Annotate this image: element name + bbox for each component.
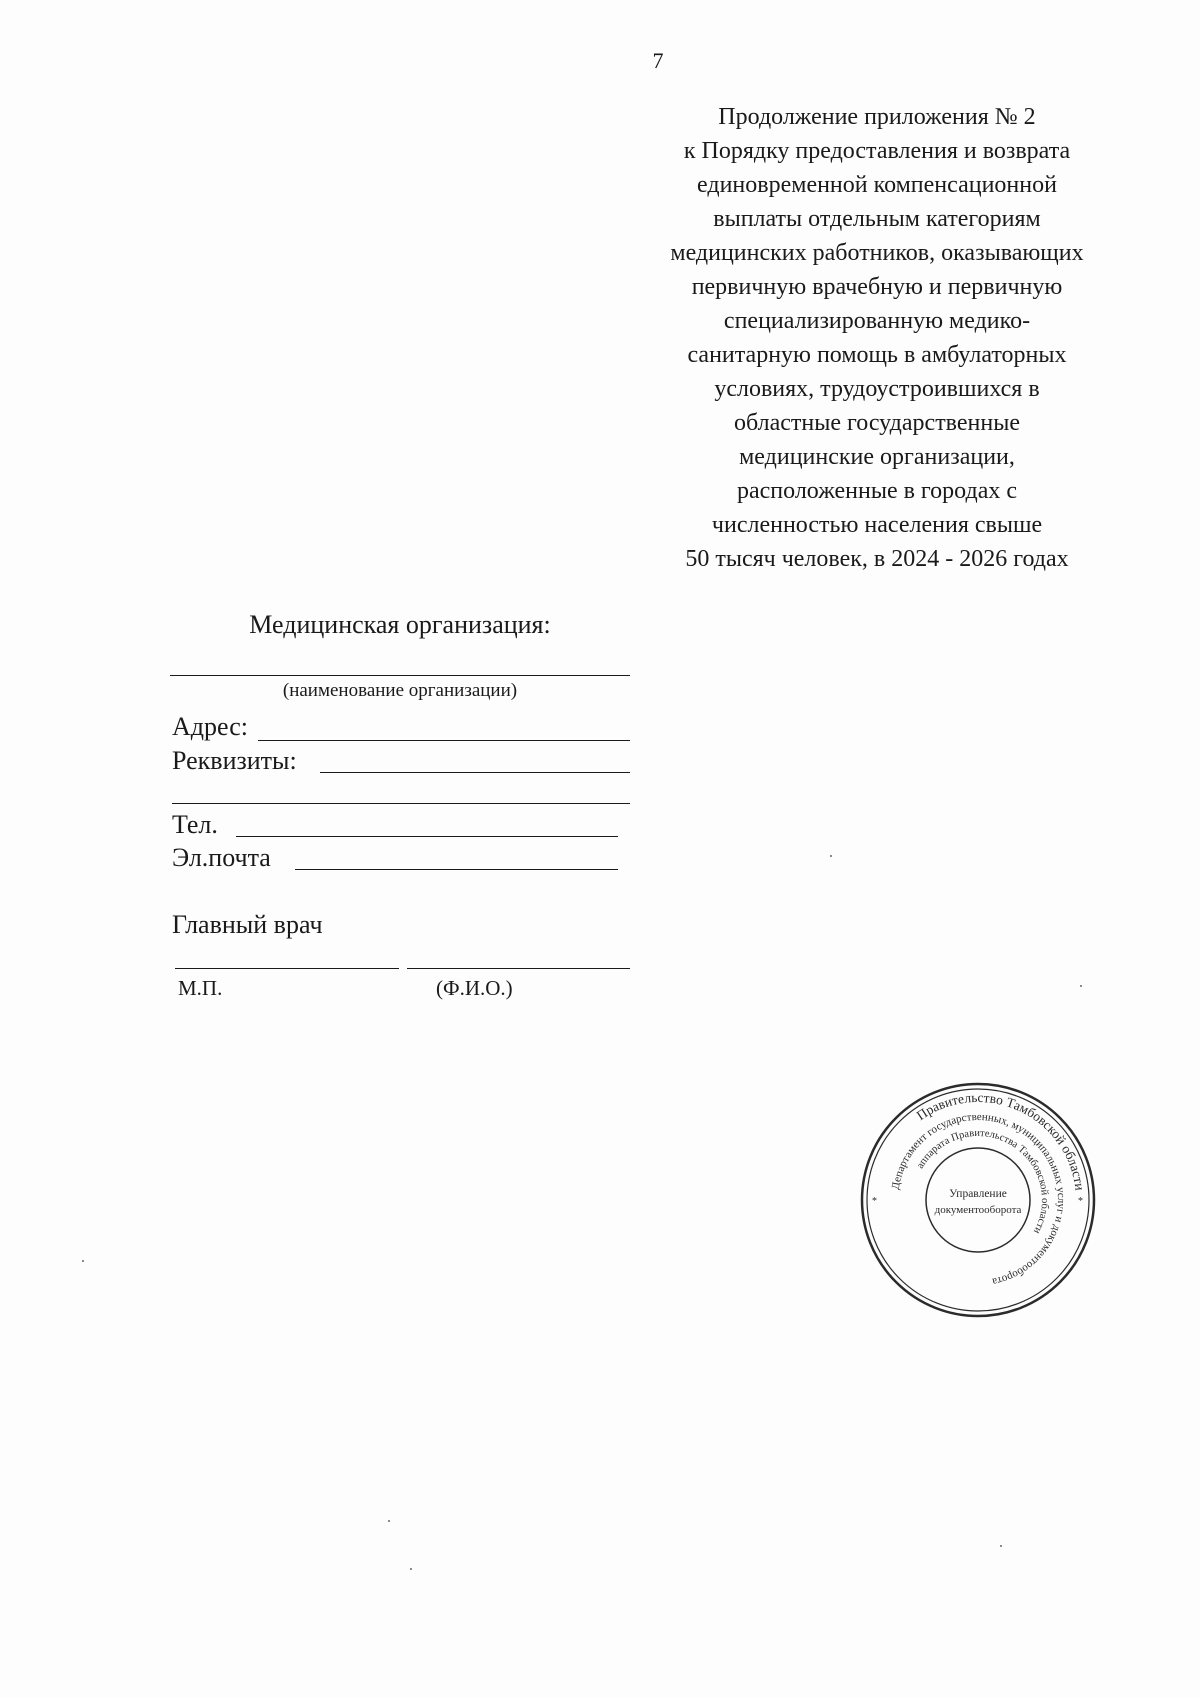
header-line: выплаты отдельным категориям [713, 206, 1041, 232]
email-label: Эл.почта [172, 843, 271, 872]
email-line [295, 869, 618, 870]
fio-caption: (Ф.И.О.) [436, 976, 513, 1000]
speck [82, 1260, 84, 1262]
stamp-place-caption: М.П. [178, 976, 223, 1000]
stamp-star-left: * [872, 1196, 877, 1207]
stamp-inner-text: аппарата Правительства Тамбовской области [914, 1127, 1051, 1236]
stamp-middle-text: Департамент государственных, муниципальных услуг и документооборота [889, 1110, 1068, 1288]
organization-form [0, 0, 700, 1100]
stamp-center-line1: Управление [949, 1188, 1007, 1200]
signature-line [175, 968, 399, 969]
form-title: Медицинская организация: [249, 610, 551, 639]
fio-line [407, 968, 630, 969]
header-line: расположенные в городах с [737, 478, 1017, 504]
header-line: 50 тысяч человек, в 2024 - 2026 годах [685, 546, 1069, 572]
chief-doctor-label: Главный врач [172, 910, 323, 939]
header-line: санитарную помощь в амбулаторных [687, 342, 1067, 368]
header-line: медицинских работников, оказывающих [670, 240, 1084, 266]
requisites-line-2 [172, 803, 630, 804]
header-line: областные государственные [734, 410, 1020, 436]
stamp-outer-text: Правительство Тамбовской области [913, 1089, 1088, 1192]
speck [1080, 985, 1082, 987]
address-label: Адрес: [172, 712, 248, 741]
header-line: единовременной компенсационной [697, 172, 1057, 198]
header-line: Продолжение приложения № 2 [718, 104, 1036, 130]
phone-line [236, 836, 618, 837]
requisites-label: Реквизиты: [172, 746, 297, 775]
stamp-center-ring [926, 1148, 1030, 1252]
speck [1000, 1545, 1002, 1547]
organization-name-line [170, 675, 630, 676]
document-stamp [858, 1080, 1098, 1320]
page-number: 7 [652, 48, 664, 73]
header-line: первичную врачебную и первичную [691, 274, 1063, 300]
speck [388, 1520, 390, 1522]
header-line: медицинские организации, [739, 444, 1015, 470]
organization-name-caption: (наименование организации) [282, 680, 518, 701]
header-line: специализированную медико- [723, 308, 1031, 334]
stamp-graphic [858, 1080, 1098, 1320]
header-line: к Порядку предоставления и возврата [683, 138, 1071, 164]
header-line: численностью населения свыше [711, 512, 1043, 538]
stamp-center-line2: документооборота [934, 1204, 1022, 1216]
requisites-line [320, 772, 630, 773]
address-line [258, 740, 630, 741]
phone-label: Тел. [172, 810, 218, 839]
header-line: условиях, трудоустроившихся в [714, 376, 1040, 402]
speck [830, 855, 832, 857]
speck [410, 1568, 412, 1570]
stamp-star-right: * [1078, 1196, 1083, 1207]
